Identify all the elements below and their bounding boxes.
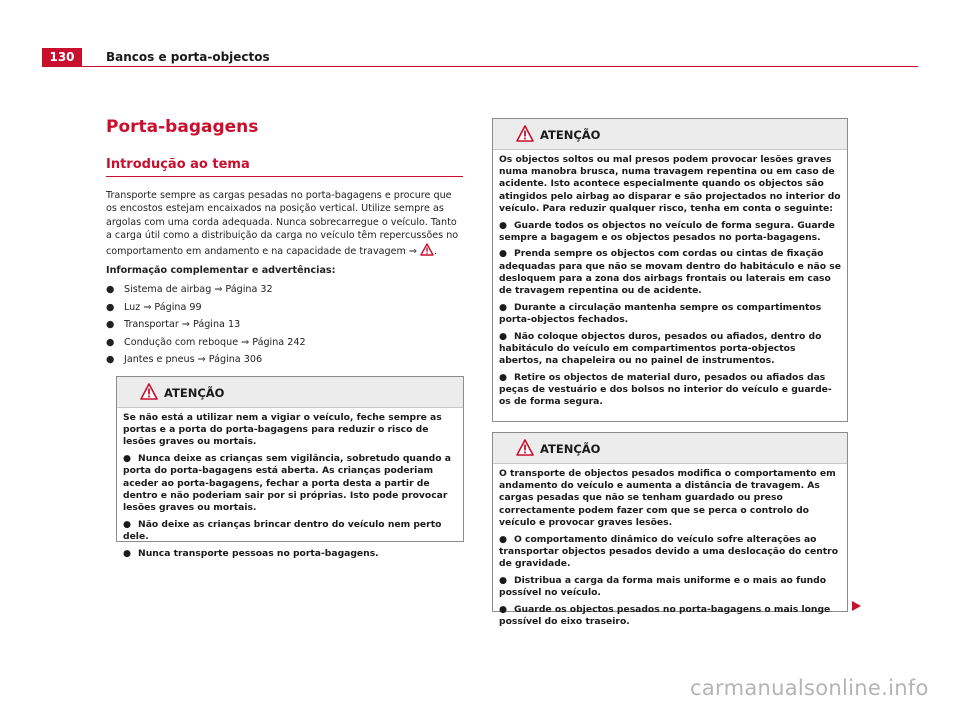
warning-item-text: Retire os objectos de material duro, pesados ou afiados das peças de vestuário e dos bolsos no interior do veículo e guarde-os de forma segura. [499, 371, 832, 408]
subsection-rule [106, 176, 463, 177]
list-item[interactable] [106, 353, 464, 371]
xref-label: Sistema de airbag ⇒ Página 32 [124, 284, 273, 295]
warning-box-heavy-objects [492, 432, 848, 627]
warning-body [493, 150, 847, 408]
warning-intro: Os objectos soltos ou mal presos podem provocar lesões graves numa manobra brusca, numa travagem repentina ou em caso de acidente. Isto acontece especialmente quando os objectos são atingidos pelo airbag ao disparar e são projectados no interior do veículo. Para reduzir qualquer risco, tenha em conta o seguinte: [499, 154, 841, 214]
bullet-icon: ● [499, 330, 508, 342]
watermark: carmanualsonline.info [690, 676, 929, 700]
warning-triangle-icon [516, 439, 534, 460]
bullet-icon: ● [106, 354, 115, 366]
list-item [123, 453, 457, 514]
xref-label: Luz ⇒ Página 99 [124, 301, 202, 313]
warning-header [493, 119, 847, 150]
warning-title: ATENÇÃO [164, 386, 225, 400]
list-item[interactable] [106, 336, 464, 354]
list-item[interactable] [106, 318, 464, 336]
warning-body [117, 408, 463, 560]
warning-box-children [116, 376, 464, 559]
section-title: Porta-bagagens [106, 117, 259, 137]
warning-intro: Se não está a utilizar nem a vigiar o veículo, feche sempre as portas e a porta do porta-bagagens para reduzir o risco de lesões graves ou mortais. [123, 412, 442, 448]
bullet-icon: ● [499, 248, 508, 260]
warning-header [117, 377, 463, 408]
warning-item-text: Nunca deixe as crianças sem vigilância, sobretudo quando a porta do porta-bagagens está aberta. As crianças poderiam aceder ao porta-bagagens, fechar a porta desta a partir de dentro e não poderiam sair por si próprias. Isto pode provocar lesões graves ou mortais. [123, 453, 451, 513]
warning-title: ATENÇÃO [540, 128, 601, 142]
warning-item-text: Guarde os objectos pesados no porta-bagagens o mais longe possível do eixo traseiro. [499, 603, 831, 627]
bullet-icon: ● [499, 371, 508, 383]
warning-body [493, 464, 847, 628]
warning-item-text: Nunca transporte pessoas no porta-bagagens. [138, 547, 379, 559]
warning-item-text: Guarde todos os objectos no veículo de forma segura. Guarde sempre a bagagem e os objectos pesados no porta-bagagens. [499, 219, 835, 243]
warning-item-text: Prenda sempre os objectos com cordas ou cintas de fixação adequadas para que não se movam dentro do habitáculo e não se desloquem para a zona dos airbags frontais ou laterais em caso de travagem repentina ou de acidente. [499, 248, 841, 297]
warning-item-text: Durante a circulação mantenha sempre os compartimentos porta-objectos fechados. [499, 301, 822, 325]
list-item[interactable] [106, 301, 464, 319]
list-item [499, 248, 841, 297]
warning-header [493, 433, 847, 464]
list-item [499, 302, 841, 326]
info-heading: Informação complementar e advertências: [106, 265, 336, 276]
header-title: Bancos e porta-objectos [106, 50, 270, 64]
bullet-icon: ● [106, 284, 115, 295]
bullet-icon: ● [106, 319, 115, 331]
warning-item-text: Não coloque objectos duros, pesados ou afiados, dentro do habitáculo do veículo em compartimentos porta-objectos abertos, na chapeleira ou no painel de instrumentos. [499, 330, 822, 367]
bullet-icon: ● [499, 533, 508, 545]
bullet-icon: ● [123, 547, 132, 559]
xref-label: Transportar ⇒ Página 13 [124, 319, 241, 331]
list-item [499, 372, 841, 409]
page-number: 130 [42, 48, 82, 67]
warning-triangle-icon [516, 125, 534, 146]
bullet-icon: ● [106, 336, 115, 348]
header-rule [82, 66, 918, 67]
xref-label: Condução com reboque ⇒ Página 242 [124, 336, 306, 348]
warning-box-loose-objects [492, 118, 848, 422]
list-item [499, 604, 841, 628]
continue-arrow-icon[interactable] [851, 597, 862, 616]
list-item[interactable] [106, 283, 464, 301]
warning-item-text: Distribua a carga da forma mais uniforme e o mais ao fundo possível no veículo. [499, 574, 827, 598]
warning-intro: O transporte de objectos pesados modifica o comportamento em andamento do veículo e aumenta a distância de travagem. As cargas pesadas que não se tenham guardado ou preso correctamente podem fazer com que se perca o controlo do veículo e provocar graves lesões. [499, 468, 836, 528]
xref-label: Jantes e pneus ⇒ Página 306 [124, 354, 263, 366]
warning-item-text: Não deixe as crianças brincar dentro do veículo nem perto dele. [123, 518, 442, 542]
warning-triangle-icon [140, 383, 158, 404]
list-item [499, 575, 841, 599]
bullet-icon: ● [499, 574, 508, 586]
bullet-icon: ● [499, 603, 508, 615]
bullet-icon: ● [499, 219, 508, 231]
bullet-icon: ● [123, 453, 132, 465]
intro-paragraph [106, 189, 464, 260]
list-item [499, 534, 841, 571]
intro-text: Transporte sempre as cargas pesadas no porta-bagagens e procure que os encostos estejam encaixados na posição vertical. Utilize sempre as argolas com uma corda adequada. Nunca sobrecarregue o veículo. Tanto a carga útil como a distribuição da carga no veículo têm repercussões no comportamento em andamento e na capacidade de travagem ⇒ [106, 190, 459, 257]
list-item [499, 331, 841, 368]
intro-end: . [433, 245, 438, 257]
bullet-icon: ● [499, 301, 508, 313]
warning-title: ATENÇÃO [540, 442, 601, 456]
list-item [499, 220, 841, 244]
list-item [123, 548, 457, 560]
bullet-icon: ● [106, 301, 115, 313]
warning-item-text: O comportamento dinâmico do veículo sofre alterações ao transportar objectos pesados devido a uma deslocação do centro de gravidade. [499, 533, 839, 569]
list-item [123, 519, 457, 543]
warning-ref-icon[interactable] [420, 243, 434, 260]
subsection-title: Introdução ao tema [106, 157, 250, 172]
xref-list [106, 283, 464, 371]
bullet-icon: ● [123, 518, 132, 530]
